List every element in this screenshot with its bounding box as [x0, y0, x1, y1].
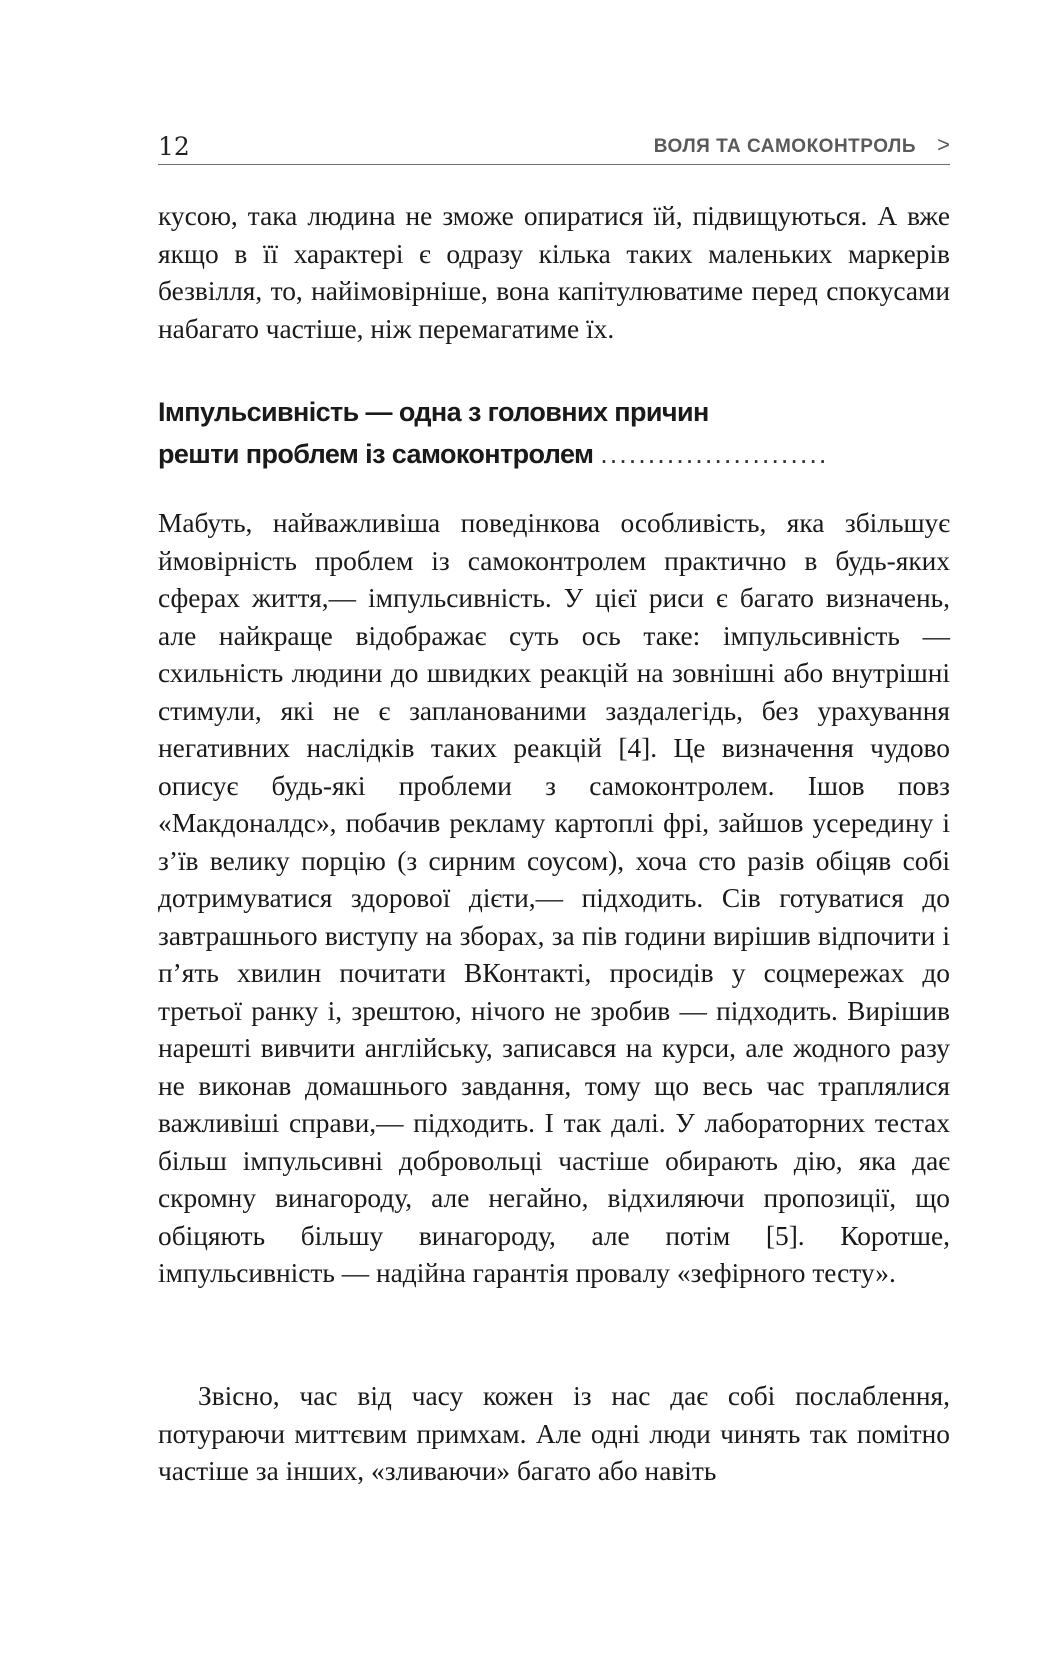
- intro-paragraph: кусою, така людина не зможе опиратися їй, підвищуються. А вже якщо в її характері є одразу кілька таких маленьких маркерів безвілля, то, найімовірніше, вона капітулюватиме перед спокусами набагато частіше, ніж перемагатиме їх.: [158, 201, 950, 344]
- section-heading-line-2: [158, 433, 950, 475]
- dot-leader: ........................: [600, 439, 829, 469]
- section-heading-line-2-text: решти проблем із самоконтролем: [158, 439, 594, 469]
- main-paragraph: Мабуть, найважливіша поведінкова особливість, яка збільшує ймовірність проблем із самоконтролем практично в будь-яких сферах життя,— імпульсивність. У цієї риси є багато визначень, але найкраще відображає суть ось таке: імпульсивність — схильність людини до швидких реакцій на зовнішні або внутрішні стимули, які не є запланованими заздалегідь, без урахування негативних наслідків таких реакцій [4]. Це визначення чудово описує будь-які проблеми з самоконтролем. Ішов повз «Макдоналдс», побачив рекламу картоплі фрі, зайшов усередину і з’їв велику порцію (з сирним соусом), хоча сто разів обіцяв собі дотримуватися здорової дієти,— підходить. Сів готуватися до завтрашнього виступу на зборах, за пів години вирішив відпочити і п’ять хвилин почитати ВКонтакті, просидів у соцмережах до третьої ранку і, зрештою, нічого не зробив — підходить. Вирішив нарешті вивчити англійську, записався на курси, але жодного разу не виконав домашнього завдання, тому що весь час траплялися важливіші справи,— підходить. І так далі. У лабораторних тестах більш імпульсивні добровольці частіше обирають дію, яка дає скромну винагороду, але негайно, відхиляючи пропозиції, що обіцяють більшу винагороду, але потім [5]. Коротше, імпульсивність — надійна гарантія провалу «зефірного тесту».: [158, 508, 950, 1288]
- running-header: [158, 128, 950, 165]
- chevron-right-icon: >: [937, 132, 950, 157]
- last-paragraph: Звісно, час від часу кожен із нас дає собі послаблення, потураючи миттєвим примхам. Але одні люди чинять так помітно частіше за інших, «зливаючи» багато або навіть: [158, 1381, 950, 1486]
- section-heading: [158, 391, 950, 475]
- book-title: ВОЛЯ ТА САМОКОНТРОЛЬ: [653, 136, 916, 157]
- section-heading-line-1: Імпульсивність — одна з головних причин: [158, 397, 709, 427]
- page-number: 12: [158, 132, 190, 161]
